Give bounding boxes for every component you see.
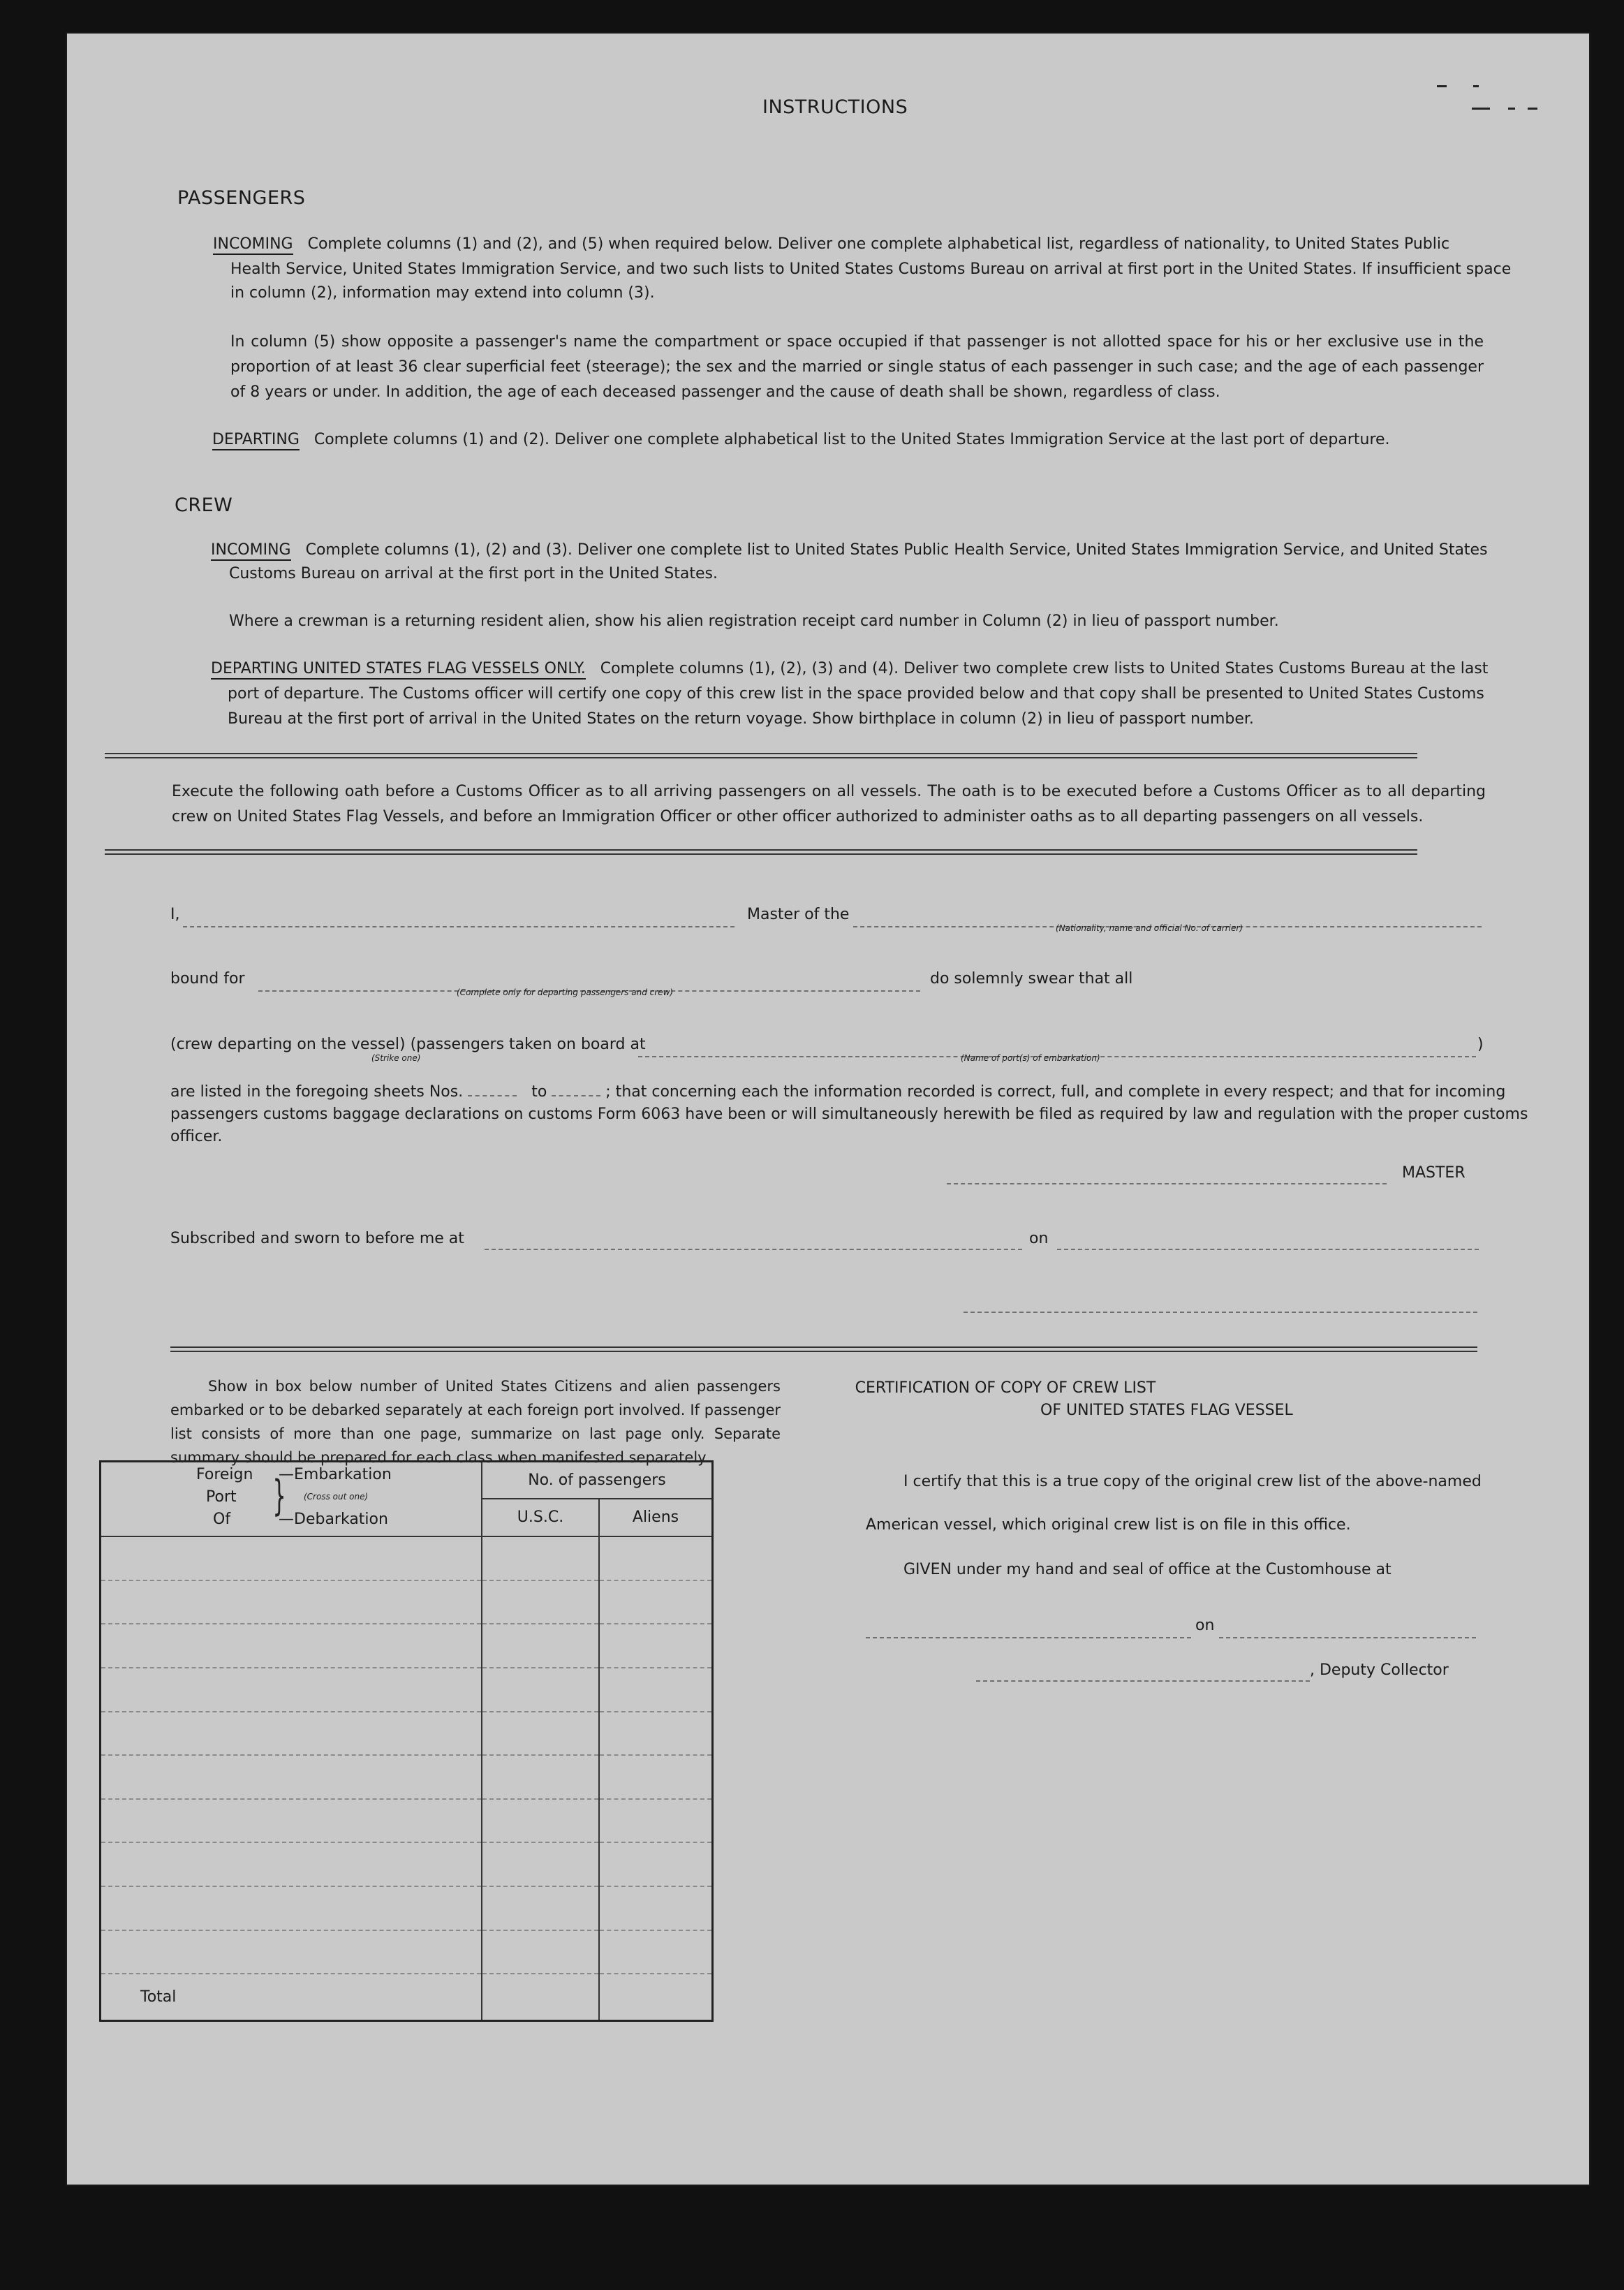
corner-mark: [1473, 85, 1479, 87]
aliens-cell[interactable]: [599, 1712, 713, 1756]
divider-rule: [105, 849, 1417, 855]
swear-text: do solemnly swear that all: [930, 970, 1133, 988]
subscribed-place-field[interactable]: [485, 1231, 1022, 1250]
passengers-incoming-text1: Complete columns (1) and (2), and (5) when required below. Deliver one complete alphabetical list, regardless of nationality, to United States Public: [307, 235, 1450, 253]
aliens-cell[interactable]: [599, 1930, 713, 1974]
certification-on-label: on: [1195, 1617, 1215, 1634]
total-label: Total: [140, 1988, 177, 2006]
passengers-incoming-line1: [213, 232, 1449, 257]
port-cell[interactable]: [101, 1712, 482, 1756]
table-row: [101, 1668, 713, 1712]
of-label: Of: [213, 1511, 231, 1528]
corner-mark: [1472, 108, 1490, 110]
port-header-cell: [101, 1462, 482, 1537]
passengers-departing-label: DEPARTING: [212, 431, 300, 450]
passengers-heading: PASSENGERS: [177, 187, 306, 209]
master-label: MASTER: [1402, 1164, 1466, 1182]
bound-for-label: bound for: [170, 970, 245, 988]
table-row: [101, 1842, 713, 1886]
crew-departing-text: (crew departing on the vessel) (passengers taken on board at: [170, 1036, 646, 1053]
subscribed-label: Subscribed and sworn to before me at: [170, 1230, 464, 1247]
usc-cell[interactable]: [482, 1930, 599, 1974]
crew-incoming-text1: Complete columns (1), (2) and (3). Deliver one complete list to United States Public Health Service, United States Immigration Service, and United States: [305, 541, 1488, 559]
nationality-note: (Nationality, name and official No. of carrier): [1056, 923, 1243, 933]
crew-incoming-paragraph2: Where a crewman is a returning resident alien, show his alien registration receipt card number in Column (2) in lieu of passport number.: [229, 612, 1279, 630]
sheet-to-field[interactable]: [552, 1077, 600, 1096]
customhouse-field[interactable]: [866, 1619, 1191, 1638]
total-row: [101, 1974, 713, 2020]
oath-instruction: Execute the following oath before a Customs Officer as to all arriving passengers on all vessels. The oath is to be executed before a Customs Officer as to all departing crew on United States Flag Vessels, and before an Immigration Officer or other officer authorized to administer oaths as to all departing passengers on all vessels.: [172, 783, 1486, 825]
divider-rule: [105, 753, 1417, 758]
corner-mark: [1437, 85, 1447, 87]
aliens-cell[interactable]: [599, 1886, 713, 1930]
oath-master-of-the: Master of the: [747, 906, 850, 923]
table-row: [101, 1624, 713, 1668]
passenger-summary-table: [99, 1460, 714, 2022]
table-row: [101, 1712, 713, 1756]
usc-total-cell[interactable]: [482, 1974, 599, 2020]
usc-cell[interactable]: [482, 1536, 599, 1580]
usc-cell[interactable]: [482, 1799, 599, 1843]
table-row: [101, 1580, 713, 1624]
crew-incoming-line1: [211, 538, 1488, 563]
passengers-incoming-paragraph2: In column (5) show opposite a passenger's name the compartment or space occupied if that passenger is not allotted space for his or her exclusive use in the proportion of at least 36 clear superficial feet (steerage); the sex and the married or single status of each passenger in such case; and the age of each passenger of 8 years or under. In addition, the age of each deceased passenger and the cause of death shall be shown, regardless of class.: [230, 333, 1484, 401]
brace-icon: }: [272, 1471, 286, 1520]
aliens-cell[interactable]: [599, 1536, 713, 1580]
deputy-collector-signature-field[interactable]: [976, 1662, 1310, 1682]
aliens-cell[interactable]: [599, 1799, 713, 1843]
sheet-from-field[interactable]: [468, 1077, 517, 1096]
crew-departing-line2: port of departure. The Customs officer will certify one copy of this crew list in the space provided below and that copy shall be presented to United States Customs: [228, 685, 1484, 703]
passengers-incoming-label: INCOMING: [213, 235, 293, 255]
usc-cell[interactable]: [482, 1886, 599, 1930]
total-label-cell: [101, 1974, 482, 2020]
aliens-cell[interactable]: [599, 1755, 713, 1799]
strike-one-note: (Strike one): [371, 1053, 421, 1063]
port-cell[interactable]: [101, 1755, 482, 1799]
listed-rest: ; that concerning each the information recorded is correct, full, and complete in every respect; and that for incoming: [605, 1083, 1506, 1101]
master-name-field[interactable]: [183, 908, 735, 927]
usc-cell[interactable]: [482, 1624, 599, 1668]
port-cell[interactable]: [101, 1580, 482, 1624]
crew-departing-line1: [211, 656, 1488, 682]
port-cell[interactable]: [101, 1799, 482, 1843]
table-row: [101, 1536, 713, 1580]
corner-mark: [1508, 108, 1515, 110]
listed-to: to: [531, 1083, 547, 1101]
divider-rule: [170, 1346, 1477, 1352]
certification-title-line1: CERTIFICATION OF COPY OF CREW LIST: [855, 1379, 1156, 1397]
listed-line1: [170, 1077, 1505, 1105]
port-cell[interactable]: [101, 1886, 482, 1930]
page-title: INSTRUCTIONS: [762, 96, 908, 118]
debarkation-option[interactable]: —Debarkation: [279, 1511, 388, 1528]
table-row: [101, 1886, 713, 1930]
subscribed-on-label: on: [1029, 1230, 1049, 1247]
corner-mark: [1528, 108, 1537, 110]
listed-prefix: are listed in the foregoing sheets Nos.: [170, 1083, 464, 1101]
aliens-cell[interactable]: [599, 1668, 713, 1712]
master-signature-field[interactable]: [947, 1165, 1387, 1184]
aliens-cell[interactable]: [599, 1842, 713, 1886]
aliens-cell[interactable]: [599, 1580, 713, 1624]
port-cell[interactable]: [101, 1536, 482, 1580]
port-cell[interactable]: [101, 1624, 482, 1668]
certification-line1: I certify that this is a true copy of the original crew list of the above-named: [903, 1473, 1482, 1490]
certification-line2: American vessel, which original crew list is on file in this office.: [866, 1516, 1351, 1534]
passengers-incoming-line3: in column (2), information may extend into column (3).: [230, 284, 655, 302]
usc-header: U.S.C.: [482, 1499, 599, 1537]
usc-cell[interactable]: [482, 1755, 599, 1799]
listed-line3: officer.: [170, 1128, 223, 1145]
subscribed-date-field[interactable]: [1057, 1231, 1479, 1250]
passengers-incoming-line2: Health Service, United States Immigration Service, and two such lists to United States Customs Bureau on arrival at first port in the United States. If insufficient space: [230, 260, 1512, 278]
cross-out-note: (Cross out one): [304, 1492, 369, 1502]
certification-date-field[interactable]: [1219, 1619, 1476, 1638]
port-label: Port: [206, 1488, 237, 1506]
no-of-passengers-header: No. of passengers: [482, 1462, 713, 1499]
usc-cell[interactable]: [482, 1668, 599, 1712]
usc-cell[interactable]: [482, 1580, 599, 1624]
oath-i-label: I,: [170, 906, 180, 923]
table-row: [101, 1755, 713, 1799]
embarkation-option[interactable]: —Embarkation: [279, 1466, 392, 1483]
usc-cell[interactable]: [482, 1712, 599, 1756]
crew-departing-text1: Complete columns (1), (2), (3) and (4). Deliver two complete crew lists to United States Customs Bureau at the last: [600, 660, 1489, 677]
table-row: [101, 1930, 713, 1974]
crew-departing-label: DEPARTING UNITED STATES FLAG VESSELS ONLY.: [211, 660, 586, 680]
crew-incoming-label: INCOMING: [211, 541, 291, 561]
listed-line2: passengers customs baggage declarations on customs Form 6063 have been or will simultaneously herewith be filed as required by law and regulation with the proper customs: [170, 1106, 1528, 1123]
usc-cell[interactable]: [482, 1842, 599, 1886]
crew-incoming-line2: Customs Bureau on arrival at the first port in the United States.: [229, 565, 718, 582]
deputy-collector-label: , Deputy Collector: [1310, 1661, 1449, 1679]
port-cell[interactable]: [101, 1930, 482, 1974]
aliens-header: Aliens: [599, 1499, 713, 1537]
aliens-total-cell[interactable]: [599, 1974, 713, 2020]
passengers-departing-line: [212, 427, 1390, 453]
port-cell[interactable]: [101, 1668, 482, 1712]
crew-heading: CREW: [175, 494, 233, 516]
foreign-label: Foreign: [196, 1466, 253, 1483]
summary-instructions: Show in box below number of United States Citizens and alien passengers embarked or to be debarked separately at each foreign port involved. If passenger list consists of more than one page, summarize on last page only. Separate summary should be prepared for each class when manifested separately.: [170, 1378, 781, 1466]
certification-title-line2: OF UNITED STATES FLAG VESSEL: [1040, 1402, 1293, 1419]
table-row: [101, 1799, 713, 1843]
certification-line3: GIVEN under my hand and seal of office at the Customhouse at: [903, 1561, 1392, 1578]
port-cell[interactable]: [101, 1842, 482, 1886]
officer-signature-field[interactable]: [964, 1293, 1477, 1313]
passengers-departing-text: Complete columns (1) and (2). Deliver one complete alphabetical list to the United States Immigration Service at the last port of departure.: [313, 431, 1390, 448]
crew-departing-line3: Bureau at the first port of arrival in the United States on the return voyage. Show birthplace in column (2) in lieu of passport number.: [228, 710, 1254, 728]
close-paren: ): [1477, 1036, 1484, 1053]
port-note: (Name of port(s) of embarkation): [961, 1053, 1100, 1063]
complete-only-note: (Complete only for departing passengers and crew): [457, 988, 674, 997]
aliens-cell[interactable]: [599, 1624, 713, 1668]
